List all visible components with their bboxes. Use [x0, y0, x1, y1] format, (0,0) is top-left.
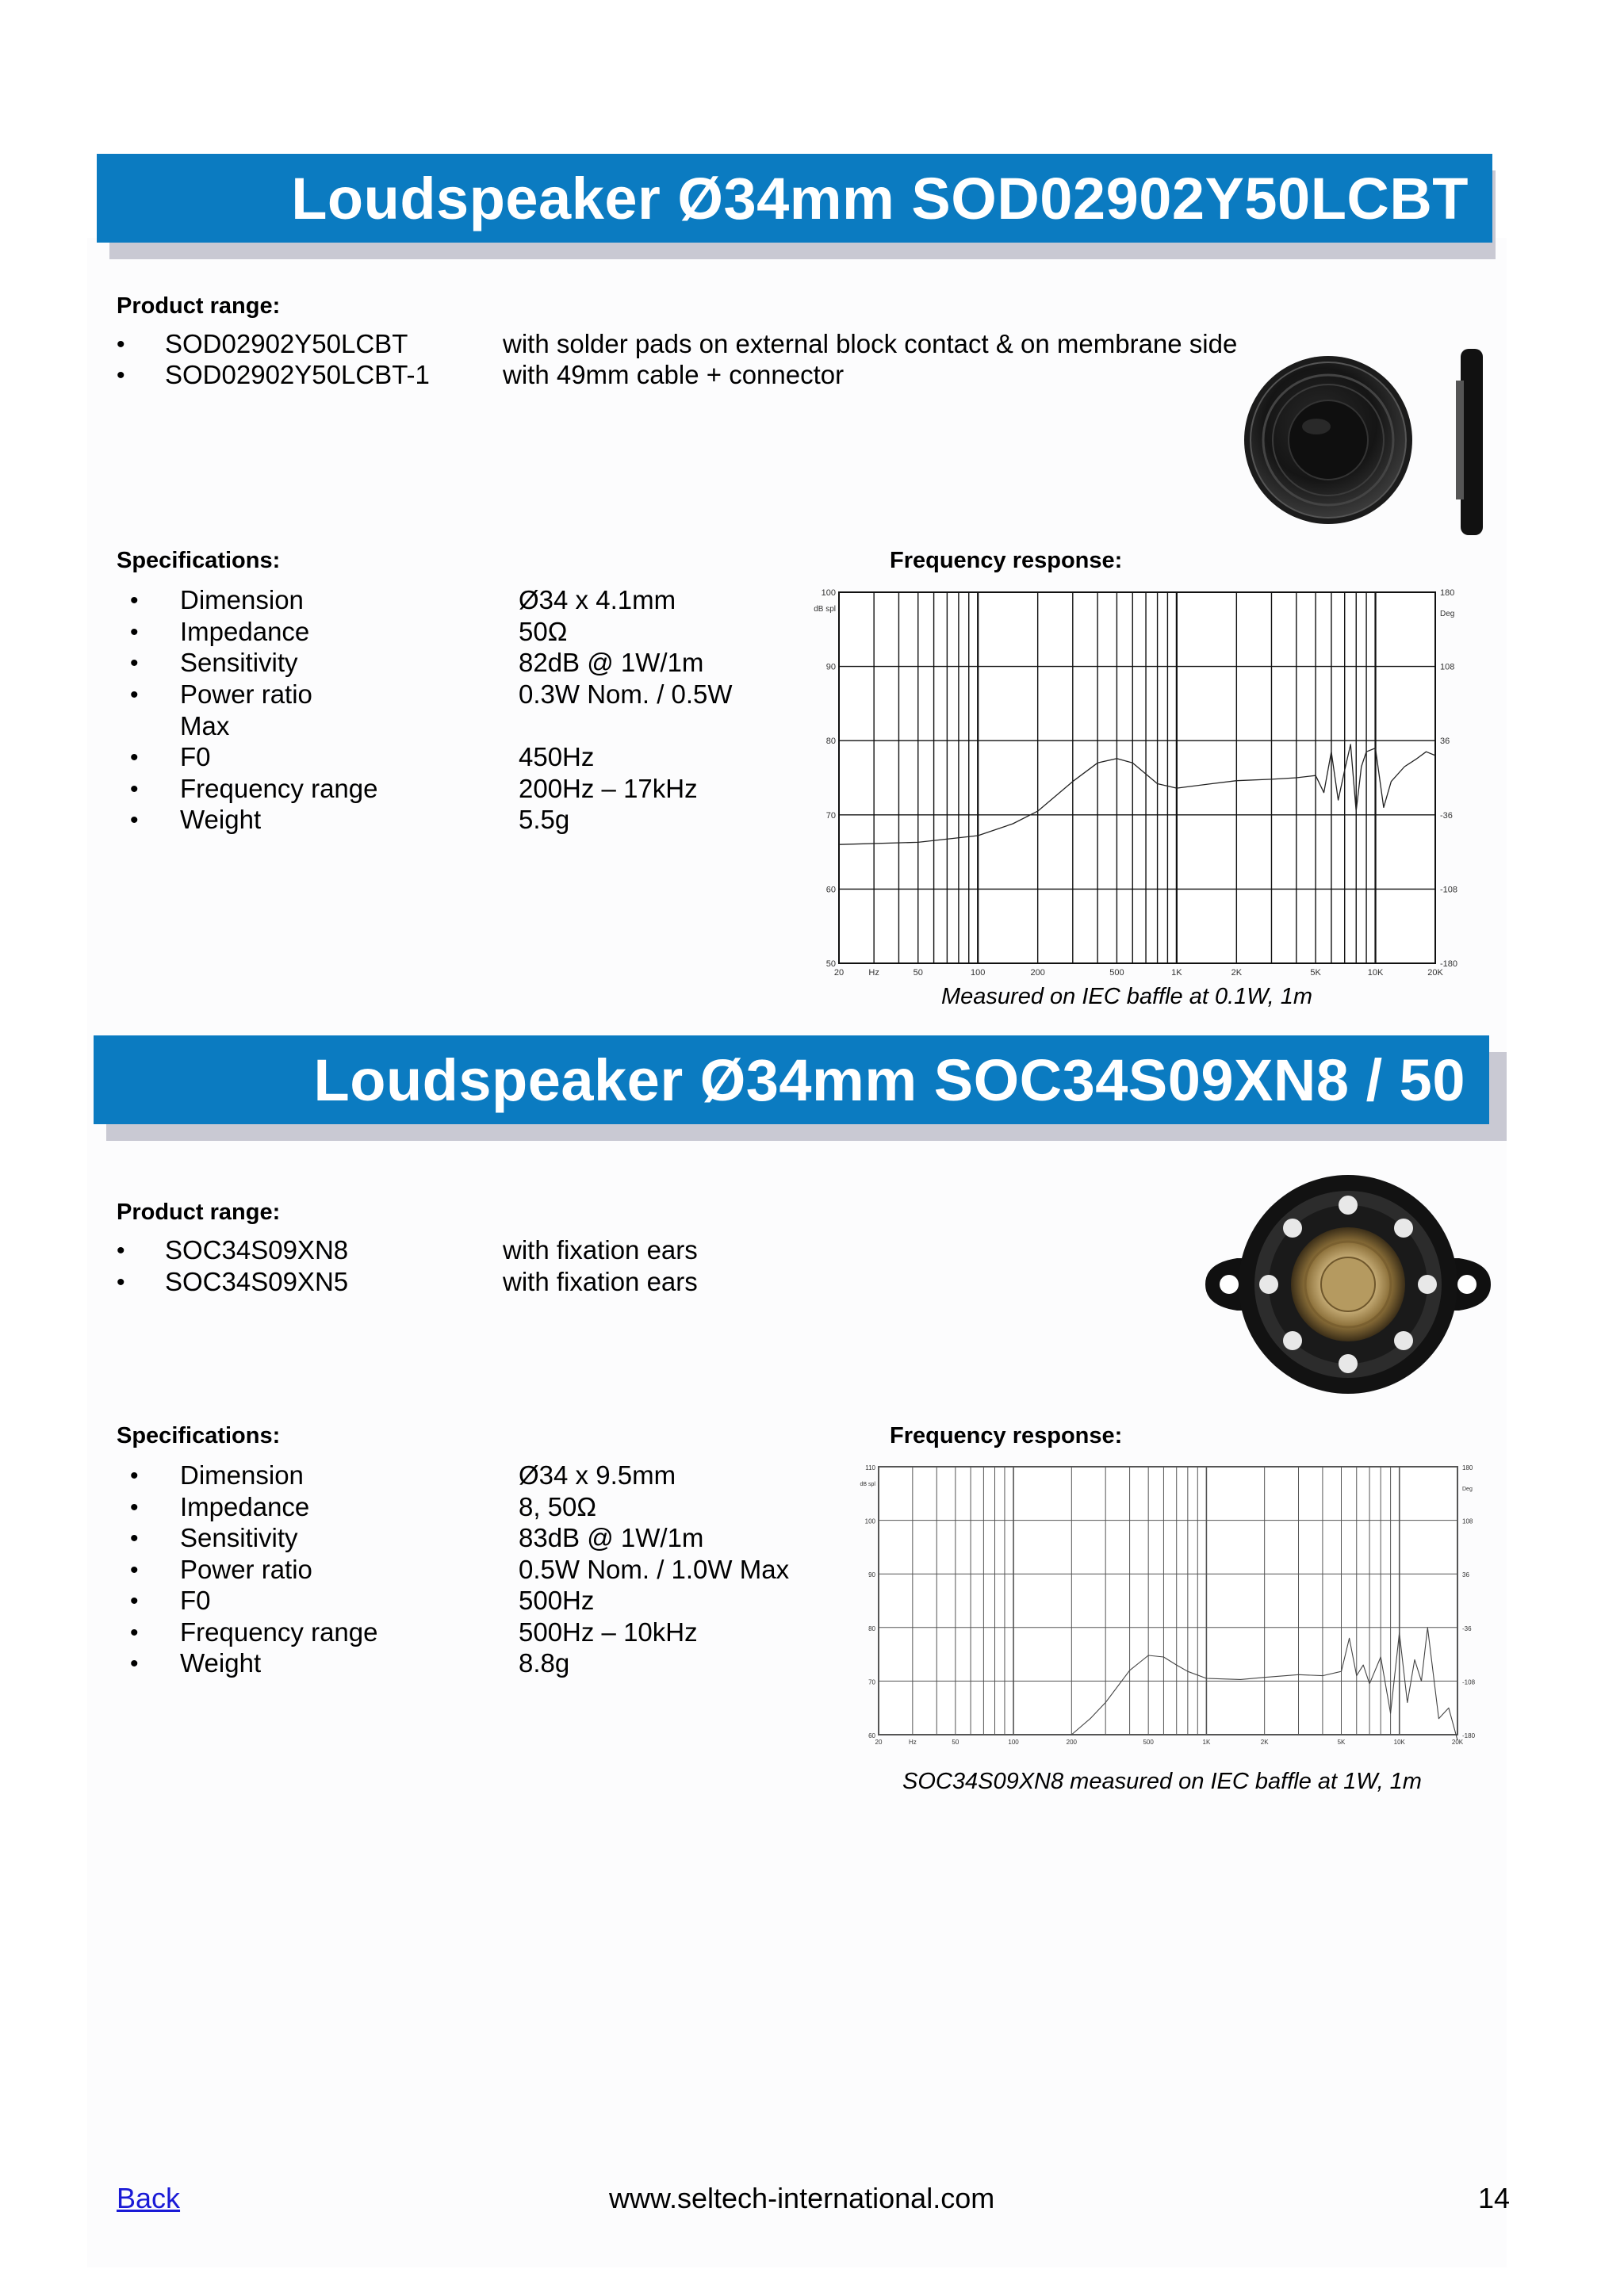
product-description: with fixation ears: [503, 1235, 698, 1265]
section2-freq-label: Frequency response:: [890, 1423, 1123, 1448]
x-tick-label: Hz: [868, 968, 879, 978]
y2-tick-label: 180: [1462, 1464, 1473, 1471]
spec-value: 450Hz: [519, 742, 595, 771]
spec-name: Sensitivity: [180, 1523, 298, 1552]
bullet: •: [117, 331, 125, 358]
spec-value: 8.8g: [519, 1648, 570, 1678]
bullet: •: [130, 1651, 139, 1677]
spec-name: Power ratio: [180, 679, 312, 709]
bullet: •: [130, 650, 139, 676]
spec-name: Impedance: [180, 1492, 310, 1521]
y2-tick-label: -36: [1462, 1624, 1472, 1632]
bullet: •: [130, 587, 139, 614]
x-tick-label: 10K: [1367, 968, 1384, 978]
bullet: •: [117, 1238, 125, 1264]
section1-freq-label: Frequency response:: [890, 548, 1123, 573]
x-tick-label: 500: [1109, 968, 1124, 978]
speaker-photo-soc34s09xn8: [1189, 1169, 1507, 1399]
section1-title: Loudspeaker Ø34mm SOD02902Y50LCBT: [291, 165, 1469, 232]
section2-title: Loudspeaker Ø34mm SOC34S09XN8 / 50: [313, 1047, 1465, 1113]
spec-value: 8, 50Ω: [519, 1492, 597, 1521]
y-tick-label: 90: [825, 662, 836, 672]
spec-value: Ø34 x 9.5mm: [519, 1460, 676, 1490]
y2-tick-label: 108: [1462, 1517, 1473, 1525]
spec-value: 82dB @ 1W/1m: [519, 648, 704, 677]
x-tick-label: 2K: [1231, 968, 1243, 978]
y-tick-label: 70: [868, 1678, 875, 1686]
frequency-response-chart-2: [856, 1459, 1499, 1768]
spec-name-continued: Max: [180, 711, 230, 740]
bullet: •: [117, 1269, 125, 1295]
page-number: 14: [1478, 2182, 1511, 2214]
spec-value: 0.5W Nom. / 1.0W Max: [519, 1555, 790, 1584]
x-tick-label: 200: [1030, 968, 1045, 978]
y2-axis-unit: Deg: [1440, 610, 1455, 618]
bullet: •: [130, 807, 139, 833]
product-description: with solder pads on external block contact & on membrane side: [503, 329, 1238, 358]
y-axis-unit: dB spl: [860, 1482, 875, 1487]
bullet: •: [130, 1588, 139, 1614]
spec-name: F0: [180, 742, 211, 771]
product-description: with 49mm cable + connector: [503, 360, 845, 389]
product-description: with fixation ears: [503, 1267, 698, 1296]
x-tick-label: 50: [913, 968, 923, 978]
x-tick-label: 200: [1066, 1739, 1078, 1746]
y-tick-label: 70: [825, 810, 836, 821]
x-tick-label: 100: [1008, 1739, 1019, 1746]
bullet: •: [130, 1525, 139, 1552]
product-name: SOC34S09XN5: [165, 1267, 349, 1296]
y2-tick-label: 108: [1440, 662, 1455, 672]
y-tick-label: 60: [868, 1732, 875, 1739]
spec-value: 0.3W Nom. / 0.5W: [519, 679, 733, 709]
bullet: •: [130, 1557, 139, 1583]
spec-value: 500Hz: [519, 1586, 595, 1615]
y-tick-label: 110: [865, 1464, 875, 1471]
section1-chart-caption: Measured on IEC baffle at 0.1W, 1m: [941, 984, 1312, 1009]
spec-name: Power ratio: [180, 1555, 312, 1584]
y-axis-unit: dB spl: [814, 605, 836, 614]
product-name: SOD02902Y50LCBT-1: [165, 360, 430, 389]
bullet: •: [130, 682, 139, 708]
y2-tick-label: 36: [1462, 1571, 1469, 1579]
section2-specs-label: Specifications:: [117, 1423, 281, 1448]
section1-specs-label: Specifications:: [117, 548, 281, 573]
y2-tick-label: 36: [1440, 737, 1450, 747]
x-tick-label: 10K: [1393, 1739, 1405, 1746]
section2-product-range-label: Product range:: [117, 1200, 281, 1225]
spec-name: Weight: [180, 805, 262, 834]
bullet: •: [130, 744, 139, 771]
x-tick-label: Hz: [908, 1739, 917, 1746]
x-tick-label: 2K: [1260, 1739, 1269, 1746]
product-name: SOD02902Y50LCBT: [165, 329, 408, 358]
section2-chart-caption: SOC34S09XN8 measured on IEC baffle at 1W, 1m: [902, 1769, 1422, 1794]
y-tick-label: 80: [825, 737, 836, 747]
x-tick-label: 5K: [1310, 968, 1321, 978]
x-tick-label: 20: [875, 1739, 883, 1746]
y2-tick-label: -36: [1440, 810, 1453, 821]
bullet: •: [130, 1494, 139, 1521]
y2-tick-label: -180: [1462, 1732, 1476, 1739]
spec-name: Dimension: [180, 1460, 304, 1490]
y-tick-label: 100: [864, 1517, 875, 1525]
frequency-response-chart-1: [801, 583, 1483, 979]
speaker-photo-sod02902: [1237, 333, 1499, 543]
y2-tick-label: -180: [1440, 959, 1458, 969]
plot-area: [879, 1467, 1457, 1735]
spec-value: 500Hz – 10kHz: [519, 1617, 698, 1647]
section1-product-range-label: Product range:: [117, 293, 281, 319]
spec-name: Sensitivity: [180, 648, 298, 677]
spec-value: 83dB @ 1W/1m: [519, 1523, 704, 1552]
spec-name: Impedance: [180, 617, 310, 646]
x-tick-label: 500: [1143, 1739, 1154, 1746]
x-tick-label: 1K: [1202, 1739, 1211, 1746]
spec-value: 50Ω: [519, 617, 568, 646]
x-tick-label: 5K: [1337, 1739, 1346, 1746]
y-tick-label: 60: [825, 885, 836, 895]
bullet: •: [130, 1463, 139, 1489]
x-tick-label: 20K: [1451, 1739, 1464, 1746]
spec-name: Frequency range: [180, 774, 378, 803]
section1-title-banner: [97, 154, 1492, 243]
y-tick-label: 80: [868, 1624, 875, 1632]
y2-axis-unit: Deg: [1462, 1487, 1473, 1492]
spec-name: Frequency range: [180, 1617, 378, 1647]
y2-tick-label: -108: [1462, 1678, 1476, 1686]
y-tick-label: 50: [825, 959, 836, 969]
spec-value: 200Hz – 17kHz: [519, 774, 698, 803]
x-tick-label: 20K: [1427, 968, 1443, 978]
footer-url: www.seltech-international.com: [609, 2182, 995, 2214]
section2-title-banner: [94, 1035, 1489, 1124]
x-tick-label: 50: [952, 1739, 959, 1746]
spec-value: Ø34 x 4.1mm: [519, 585, 676, 614]
plot-area: [839, 592, 1435, 963]
spec-name: Weight: [180, 1648, 262, 1678]
spec-name: Dimension: [180, 585, 304, 614]
bullet: •: [130, 619, 139, 645]
y-tick-label: 90: [868, 1571, 875, 1579]
bullet: •: [130, 1620, 139, 1646]
back-link[interactable]: Back: [117, 2182, 181, 2214]
spec-value: 5.5g: [519, 805, 570, 834]
y2-tick-label: 180: [1440, 588, 1455, 598]
y2-tick-label: -108: [1440, 885, 1458, 895]
x-tick-label: 100: [971, 968, 986, 978]
y-tick-label: 100: [821, 588, 836, 598]
bullet: •: [117, 362, 125, 388]
bullet: •: [130, 776, 139, 802]
x-tick-label: 20: [833, 968, 845, 978]
product-name: SOC34S09XN8: [165, 1235, 349, 1265]
spec-name: F0: [180, 1586, 211, 1615]
x-tick-label: 1K: [1171, 968, 1182, 978]
